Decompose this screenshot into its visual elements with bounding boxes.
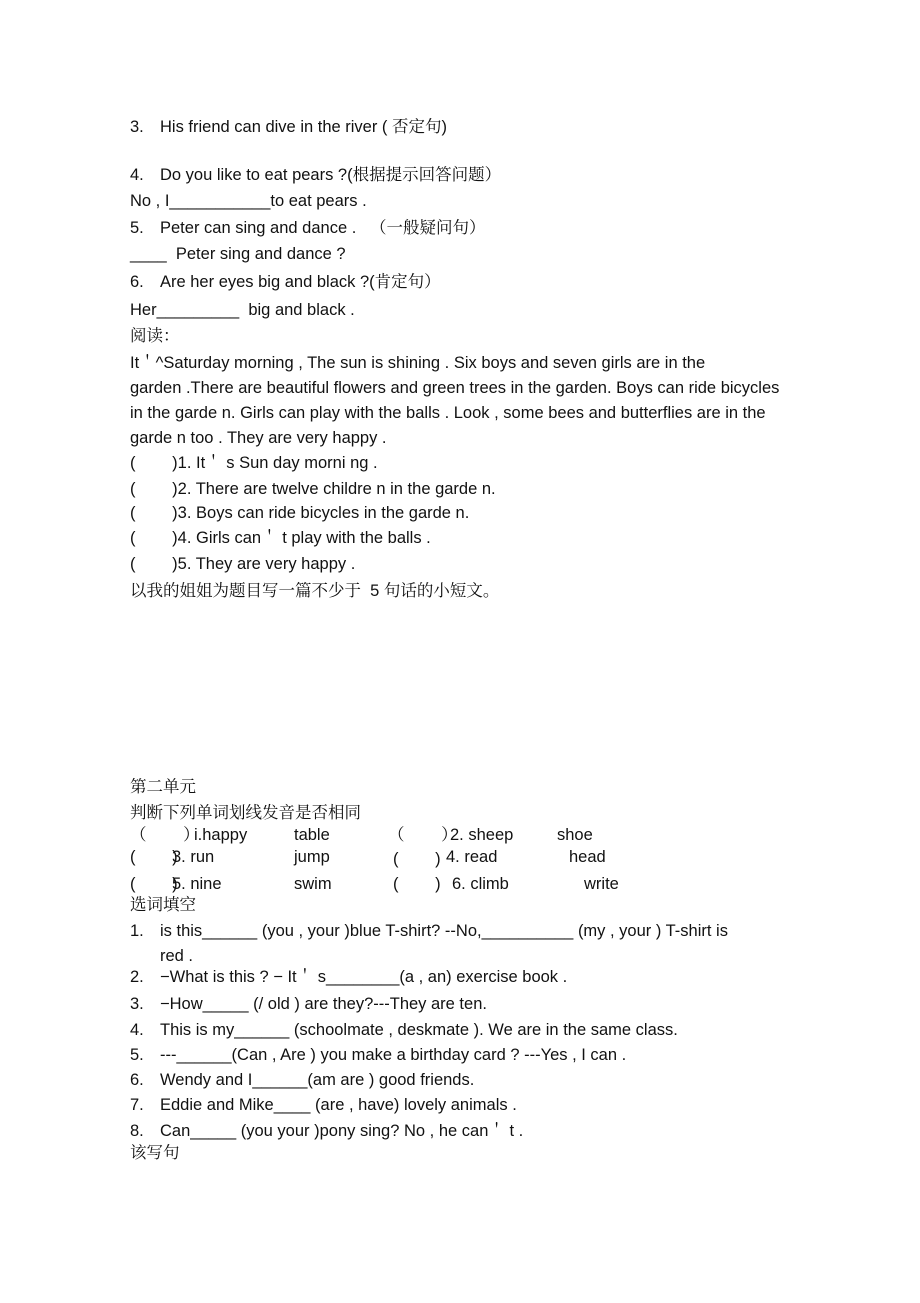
sentence-text: Peter can sing and dance . （一般疑问句）	[160, 219, 486, 237]
writing-task: 以我的姐姐为题目写一篇不少于 5 句话的小短文。	[130, 582, 500, 600]
true-false-question: ( )2. There are twelve childre n in the garde n.	[130, 480, 496, 498]
item-number: 6.	[130, 1071, 144, 1089]
answer-bracket: （ ）	[130, 826, 200, 844]
fill-item-text: −What is this ? − It＇ s________(a , an) exercise book .	[160, 968, 568, 986]
reading-heading: 阅读：	[130, 327, 180, 345]
rewrite-heading: 该写句	[130, 1144, 180, 1162]
item-number: 2.	[130, 968, 144, 986]
item-number: 7.	[130, 1096, 144, 1114]
true-false-question: ( )3. Boys can ride bicycles in the garde n.	[130, 504, 470, 522]
fill-heading: 选词填空	[130, 896, 196, 914]
true-false-question: ( )4. Girls can＇ t play with the balls .	[130, 529, 431, 547]
passage-line: in the garde n. Girls can play with the balls . Look , some bees and butterflies are in the	[130, 404, 766, 422]
phonics-word: i.happy	[194, 826, 248, 844]
phonics-word: 5. nine	[172, 875, 222, 893]
fill-item-text: Eddie and Mike____ (are , have) lovely animals .	[160, 1096, 517, 1114]
answer-line: ____ Peter sing and dance ?	[130, 245, 346, 263]
reading-passage	[130, 351, 820, 451]
phonics-compare-word: write	[584, 875, 619, 893]
answer-line: No , I___________to eat pears .	[130, 192, 367, 210]
item-number: 5.	[130, 219, 144, 237]
fill-item-text: This is my______ (schoolmate , deskmate ). We are in the same class.	[160, 1021, 678, 1039]
phonics-word: 2. sheep	[450, 826, 514, 844]
item-number: 8.	[130, 1122, 144, 1140]
phonics-word: 4. read	[446, 848, 498, 866]
answer-bracket: ( )	[393, 850, 441, 868]
item-number: 1.	[130, 922, 144, 940]
fill-item-text: red .	[160, 947, 194, 965]
true-false-question: ( )5. They are very happy .	[130, 555, 356, 573]
item-number: 4.	[130, 1021, 144, 1039]
sentence-text: Do you like to eat pears ?(根据提示回答问题）	[160, 166, 502, 184]
passage-line: garde n too . They are very happy .	[130, 429, 387, 447]
answer-bracket: ( )	[393, 875, 441, 893]
item-number: 5.	[130, 1046, 144, 1064]
sentence-text: Are her eyes big and black ?(肯定句）	[160, 273, 441, 291]
passage-line: It＇^Saturday morning , The sun is shining . Six boys and seven girls are in the	[130, 354, 706, 372]
phonics-word: 3. run	[172, 848, 215, 866]
phonics-compare-word: shoe	[557, 826, 593, 844]
phonics-heading: 判断下列单词划线发音是否相同	[130, 804, 361, 822]
answer-bracket: （ ）	[388, 826, 458, 844]
fill-item-text: is this______ (you , your )blue T-shirt? --No,__________ (my , your ) T-shirt is	[160, 922, 728, 940]
sentence-text: His friend can dive in the river ( 否定句)	[160, 118, 448, 136]
fill-item-text: ---______(Can , Are ) you make a birthday card ? ---Yes , I can .	[160, 1046, 627, 1064]
answer-bracket: ( )	[130, 875, 178, 893]
answer-bracket: ( )	[130, 848, 178, 866]
phonics-compare-word: swim	[294, 875, 332, 893]
phonics-compare-word: jump	[294, 848, 330, 866]
phonics-compare-word: head	[569, 848, 606, 866]
item-number: 6.	[130, 273, 144, 291]
item-number: 4.	[130, 166, 144, 184]
item-number: 3.	[130, 995, 144, 1013]
passage-line: garden .There are beautiful flowers and green trees in the garden. Boys can ride bicycles	[130, 379, 780, 397]
fill-item-text: Wendy and I______(am are ) good friends.	[160, 1071, 475, 1089]
unit-title: 第二单元	[130, 778, 196, 796]
phonics-word: 6. climb	[452, 875, 509, 893]
item-number: 3.	[130, 118, 144, 136]
phonics-compare-word: table	[294, 826, 330, 844]
fill-item-text: Can_____ (you your )pony sing? No , he can＇ t .	[160, 1122, 524, 1140]
true-false-question: ( )1. It＇ s Sun day morni ng .	[130, 454, 378, 472]
fill-item-text: −How_____ (/ old ) are they?---They are ten.	[160, 995, 487, 1013]
answer-line: Her_________ big and black .	[130, 301, 355, 319]
